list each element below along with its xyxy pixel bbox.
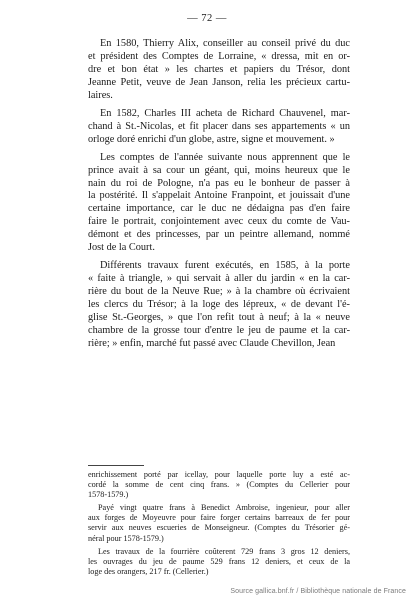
footnote: [88, 547, 350, 577]
text-line: nain du roi de Pologne, n'a pas eu le bonheur de passer à: [88, 177, 350, 189]
text-line: chand à St.-Nicolas, et fit placer dans ses appartements « un: [88, 120, 350, 132]
text-line: Jeanne Petit, veuve de Jean Janson, relia les précieux cartu-: [88, 76, 350, 88]
text-line: Les travaux de la fourrière coûterent 729 frans 3 gros 12 deniers,: [98, 546, 350, 556]
text-line: la postérité. Il s'appelait Antoine Franpoint, et jouissait d'une: [88, 190, 350, 202]
text-line: 1578-1579.): [88, 490, 129, 500]
text-line: cordé la somme de cent cinq frans. » (Comptes du Cellerier pour: [88, 480, 350, 490]
footnote: [88, 503, 350, 543]
text-line: orloge doré enrichi d'un globe, astre, signe et mouvement. »: [88, 133, 335, 145]
footnote-divider: [88, 465, 144, 466]
paragraph: [88, 152, 350, 256]
text-line: glise St.-Georges, » que l'on refit tout à neuf; à la « neuve: [88, 312, 350, 324]
text-line: chambre de la grosse tour d'entre le jeu de paume et la car-: [88, 325, 350, 337]
text-line: En 1582, Charles III acheta de Richard Chauvenel, mar-: [100, 107, 350, 119]
page-number: — 72 —: [187, 13, 227, 24]
text-line: faire le portrait, conjointement avec ceux du comte de Vau-: [88, 216, 350, 228]
text-line: Les comptes de l'année suivante nous apprennent que le: [100, 151, 350, 163]
paragraph: [88, 260, 350, 351]
text-line: enrichissement porté par icellay, pour laquelle porte luy a esté ac-: [88, 470, 350, 479]
footnotes: [88, 470, 350, 580]
text-line: les ouvrages du jeu de paume 529 frans 12 deniers, et ceux de la: [88, 556, 350, 566]
text-line: néral pour 1578-1579.): [88, 533, 164, 543]
text-line: « faite à triangle, » qui servait à aller du jardin « en la car-: [88, 273, 350, 285]
text-line: laires.: [88, 89, 113, 101]
text-line: certaine importance, car le duc ne dédaigna pas d'en faire: [88, 203, 350, 215]
text-line: Différents travaux furent exécutés, en 1585, à la porte: [100, 260, 350, 272]
text-line: rière du bout de la Neuve Rue; » à la chambre où écrivaient: [88, 286, 350, 298]
body-text: [88, 38, 350, 356]
text-line: les clercs du Trésor; à la loge des lépreux, « de devant l'é-: [88, 299, 350, 311]
text-line: démont et des princesses, par un peintre allemand, nommé: [88, 229, 350, 241]
source-credit: Source gallica.bnf.fr / Bibliothèque nationale de France: [230, 588, 406, 595]
text-line: et président des Comptes de Lorraine, « dressa, mit en or-: [88, 50, 350, 62]
text-line: rière; » enfin, marché fut passé avec Claude Chevillon, Jean: [88, 337, 336, 349]
footnote: [88, 470, 350, 500]
text-line: dre et bon état » les chartes et papiers du Trésor, dont: [88, 63, 350, 75]
paragraph: [88, 108, 350, 147]
text-line: prince avait à sa cour un géant, qui, moins heureux que le: [88, 164, 350, 176]
paragraph: [88, 38, 350, 103]
text-line: servir aux neuves escueries de Monseigneur. (Comptes du Trésorier gé-: [88, 523, 350, 533]
text-line: Payé vingt quatre frans à Benedict Ambroise, ingenieur, pour aller: [98, 503, 350, 513]
text-line: loge des orangers, 217 fr. (Cellerier.): [88, 566, 209, 576]
text-line: Jost de la Court.: [88, 242, 155, 254]
text-line: En 1580, Thierry Alix, conseiller au conseil privé du duc: [100, 38, 350, 49]
text-line: aux forges de Moyeuvre pour faire forger certains barreaux de fer pour: [88, 513, 350, 523]
